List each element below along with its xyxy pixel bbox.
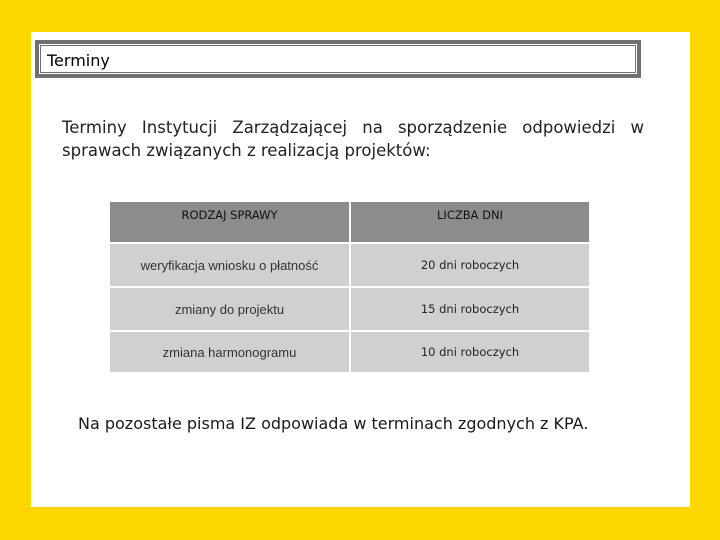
slide-title: Terminy bbox=[47, 51, 110, 70]
deadlines-table bbox=[110, 202, 589, 372]
table-header-case-type: RODZAJ SPRAWY bbox=[110, 202, 349, 242]
table-cell-case: weryfikacja wniosku o płatność bbox=[110, 244, 349, 286]
intro-paragraph: Terminy Instytucji Zarządzającej na sporządzenie odpowiedzi w sprawach związanych z realizacją projektów: bbox=[62, 118, 644, 160]
table-cell-case: zmiany do projektu bbox=[110, 288, 349, 330]
table-cell-case: zmiana harmonogramu bbox=[110, 332, 349, 372]
table-cell-days: 10 dni roboczych bbox=[351, 332, 589, 372]
table-header-days: LICZBA DNI bbox=[351, 202, 589, 242]
footer-note: Na pozostałe pisma IZ odpowiada w terminach zgodnych z KPA. bbox=[78, 414, 589, 433]
title-box-inner-border bbox=[40, 45, 636, 73]
table-cell-days: 15 dni roboczych bbox=[351, 288, 589, 330]
title-box bbox=[35, 40, 641, 78]
table-cell-days: 20 dni roboczych bbox=[351, 244, 589, 286]
